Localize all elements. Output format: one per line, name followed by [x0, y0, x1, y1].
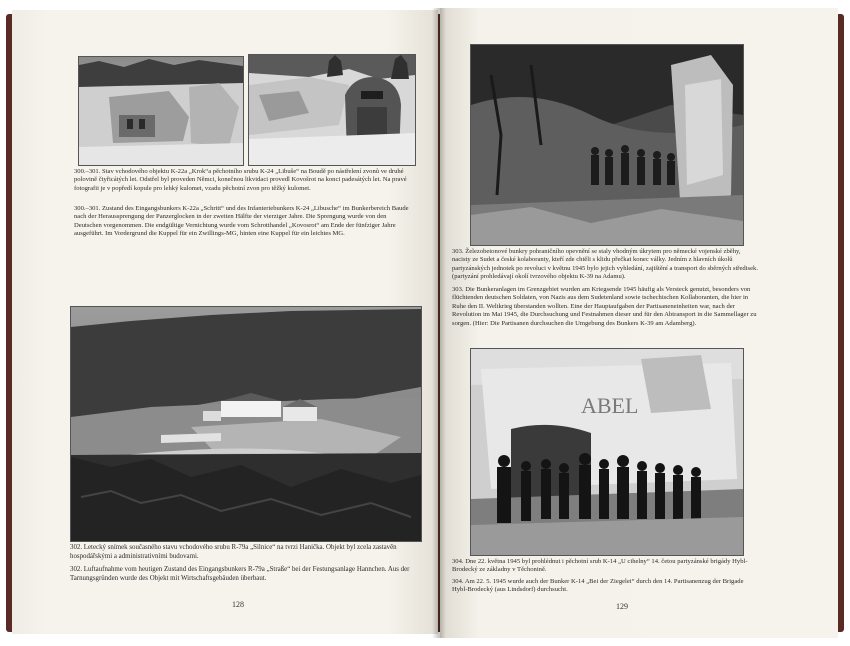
photo-bunker-libuse — [248, 54, 416, 166]
page-number-left: 128 — [232, 600, 244, 609]
caption-300-de: 300.–301. Zustand des Eingangsbunkers K-22a „Schritt“ und des Infanteriebunkers K-24 „Libusche“ im Bunkerbereich Baude nach der Heraussprengung der Panzerglocken in der zweiten Hälfte der vierziger Jahre. Die Sprengung wurde von den Deutschen vorgenommen. Die endgültige Vernichtung wurde vom Schrotthandel „Kovosrot“ am Ende der fünfziger Jahre ausgeführt. Im Vordergrund die Kuppel für ein Zwillings-MG, hinten eine Kuppel für ein leichtes MG. — [74, 205, 409, 238]
book-gutter — [432, 8, 446, 638]
left-page — [12, 10, 438, 634]
caption-304-de: 304. Am 22. 5. 1945 wurde auch der Bunker K-14 „Bei der Ziegelei“ durch den 14. Partisanenzug der Brigade Hybl-Brodecký (aus Lindsdorf) durchsucht. — [452, 578, 744, 594]
caption-302-cz: 302. Letecký snímek současného stavu vchodového srubu R-79a „Silnice“ na tvrzi Hanička. Objekt byl zcela zastavěn hospodářskými a administrativními budovami. — [70, 544, 397, 560]
photo-bunker-krok — [78, 56, 244, 166]
caption-303-de: 303. Die Bunkeranlagen im Grenzgebiet wurden am Kriegsende 1945 häufig als Versteck genutzt, besonders von flüchtenden deutschen Soldaten, von Nazis aus dem Sudetenland sowie tschechischen Kollaboranten, die hier in Ruhe den II. Weltkrieg überstanden wollten. Eine der Hauptaufgaben der Partisaneneinheiten war, nach der Revolution im Mai 1945, die Durchsuchung und Festnahmen dieser und für den Abtransport in die Sammellager zu sorgen. (Hier: Die Partisanen durchsuchen die Umgebung des Bunkers K-39 am Adamberg). — [452, 286, 757, 327]
caption-303-cz: 303. Železobetonové bunkry pohraničního opevnění se staly vhodným úkrytem pro německé vojenské zběhy, nacisty ze Sudet a české kolaboranty, kteří zde chtěli s klidu přečkat konec války. Jedním z hlavních úkolů partyzánských jednotek po revoluci v květnu 1945 bylo jejich vyhledání, zajištění a transport do sběrných středisek. (partyzání prohledávají okolí tvrzového objektu K-39 na Adamu). — [452, 248, 758, 281]
caption-302-de: 302. Luftaufnahme vom heutigen Zustand des Eingangsbunkers R-79a „Straße“ bei der Festungsanlage Hannchen. Aus der Tarnungsgründen wurde des Objekt mit Wirtschaftsgebäuden überbaut. — [70, 566, 410, 582]
photo-partisans-k14 — [470, 348, 744, 556]
page-number-right: 129 — [616, 602, 628, 611]
caption-300-cz: 300.–301. Stav vchodového objektu K-22a „Krok“a pěchotního srubu K-24 „Libuše“ na Boudě po nástřelení zvonů ve druhé polovině čtyřicátých let. Odstřel byl proveden Němci, konečnou likvidaci provedl Kovošrot na konci padesátých let. Na pravé fotografii je v popředí kopule pro lehký kulomet, vzadu pěchotní zvon pro těžký kulomet. — [74, 168, 407, 192]
photo-aerial-hanicka — [70, 306, 422, 542]
right-page — [440, 8, 838, 638]
photo-partisans-k39 — [470, 44, 744, 246]
bunker-lettering: ABEL — [581, 393, 639, 418]
caption-304-cz: 304. Dne 22. května 1945 byl prohlédnut i pěchotní srub K-14 „U cihelny“ 14. četou partyzánské brigády Hybl-Brodecký ze základny v Těchonině. — [452, 558, 748, 574]
